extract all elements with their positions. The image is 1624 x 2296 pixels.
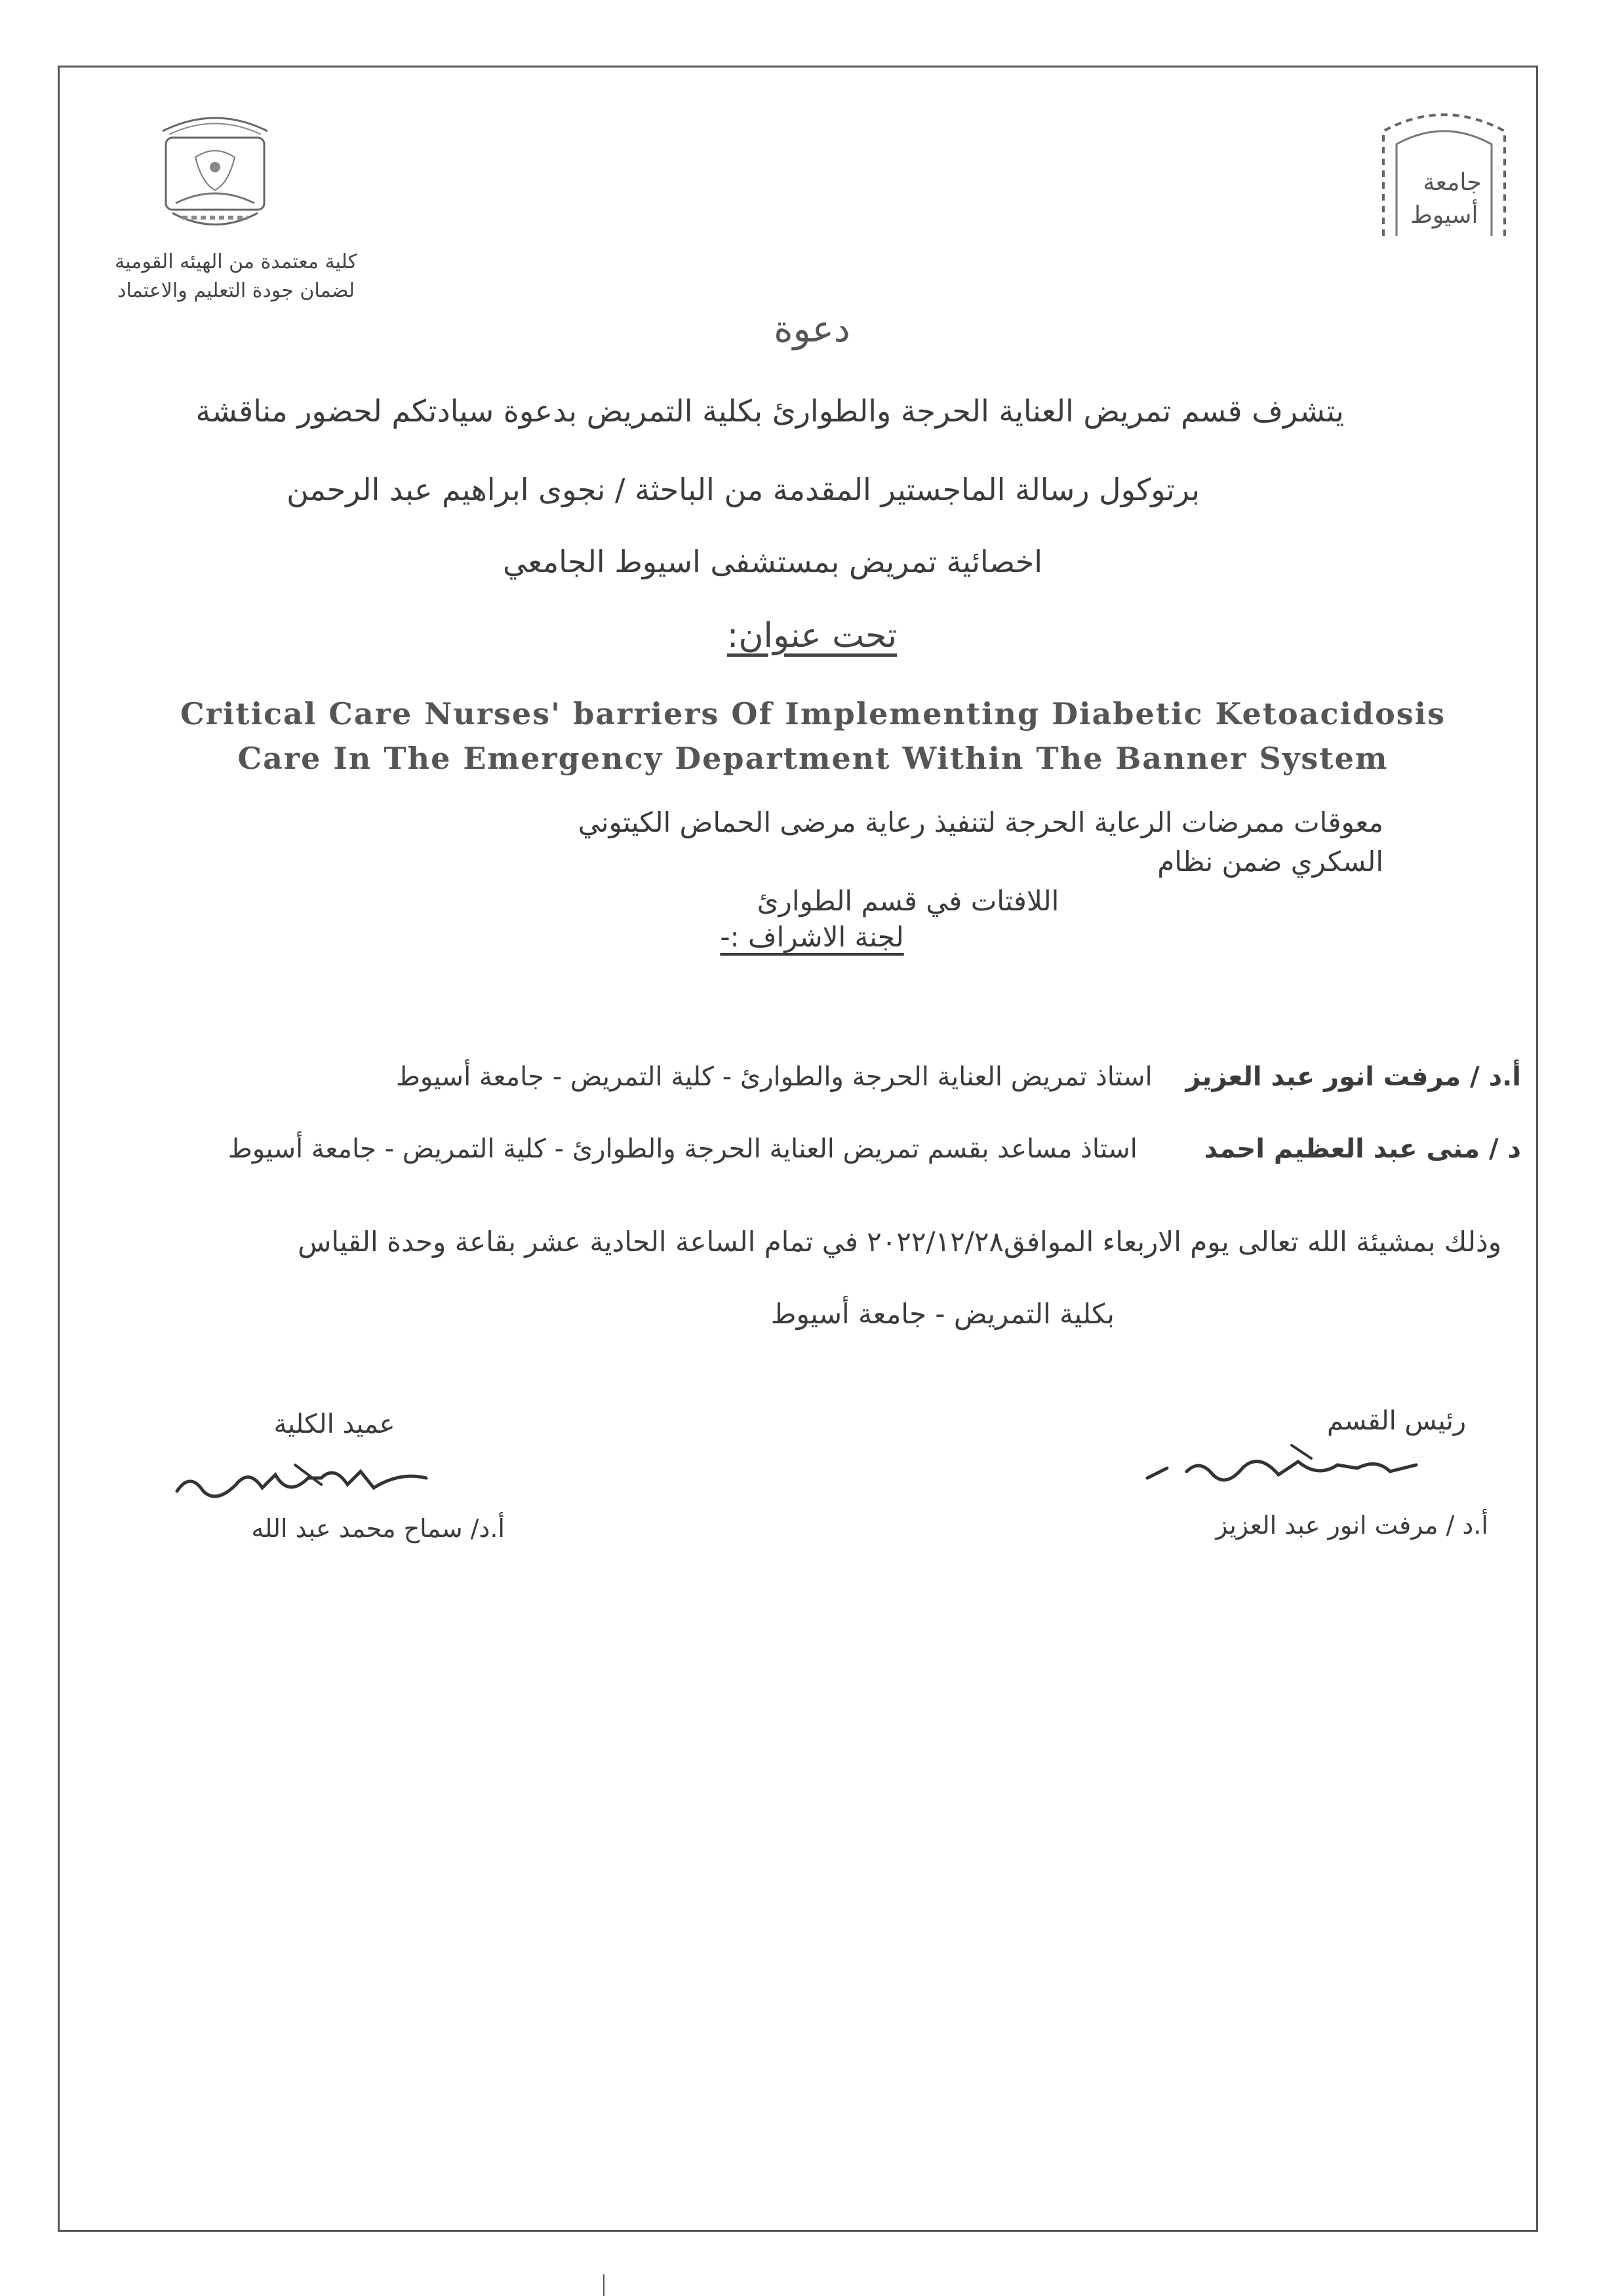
- scan-edge-mark: [603, 2274, 604, 2296]
- faculty-logo: [149, 105, 281, 236]
- english-title-line-1: Critical Care Nurses' barriers Of Implementing Diabetic Ketoacidosis: [180, 696, 1446, 731]
- committee-member-1: [262, 1062, 1521, 1092]
- committee-label: لجنة الاشراف :-: [720, 921, 904, 953]
- subtitle-label-wrap: [0, 616, 1624, 655]
- committee-member-2: [131, 1134, 1521, 1164]
- member-1-role: استاذ تمريض العناية الحرجة والطوارئ - كلية التمريض - جامعة أسيوط: [395, 1062, 1153, 1092]
- dean-title: عميد الكلية: [273, 1409, 395, 1439]
- seal-word-2: أسيوط: [1410, 202, 1478, 229]
- committee-label-wrap: [0, 921, 1624, 953]
- department-head-name: أ.د / مرفت انور عبد العزيز: [1216, 1511, 1488, 1540]
- intro-line-2: برتوكول رسالة الماجستير المقدمة من الباحثة / نجوى ابراهيم عبد الرحمن: [287, 472, 1200, 507]
- university-seal: [1374, 105, 1515, 239]
- english-title: [105, 691, 1521, 781]
- arabic-title-line-1: معوقات ممرضات الرعاية الحرجة لتنفيذ رعاية مرضى الحماض الكيتوني السكري ضمن نظام: [578, 806, 1383, 878]
- department-head-signature: [1128, 1432, 1436, 1511]
- english-title-line-2: Care In The Emergency Department Within The Banner System: [237, 741, 1389, 776]
- accreditation-text: [85, 248, 387, 305]
- arabic-title: [564, 803, 1383, 921]
- invitation-title: دعوة: [774, 308, 850, 351]
- member-2-role: استاذ مساعد بقسم تمريض العناية الحرجة والطوارئ - كلية التمريض - جامعة أسيوط: [228, 1134, 1138, 1164]
- accreditation-line-1: كلية معتمدة من الهيئه القومية: [115, 250, 357, 273]
- subtitle-label: تحت عنوان:: [726, 616, 898, 655]
- arabic-title-line-2: اللافتات في قسم الطوارئ: [757, 885, 1060, 917]
- dean-name: أ.د/ سماح محمد عبد الله: [251, 1514, 505, 1543]
- dean-signature: [164, 1439, 439, 1517]
- schedule-line-1: وذلك بمشيئة الله تعالى يوم الاربعاء الموافق٢٠٢٢/١٢/٢٨ في تمام الساعة الحادية عشر بقاعة وحدة القياس: [298, 1226, 1501, 1258]
- member-1-name: أ.د / مرفت انور عبد العزيز: [1185, 1062, 1521, 1092]
- intro-line-3: اخصائية تمريض بمستشفى اسيوط الجامعي: [502, 544, 1042, 579]
- intro-line-1: يتشرف قسم تمريض العناية الحرجة والطوارئ بكلية التمريض بدعوة سيادتكم لحضور مناقشة: [195, 393, 1344, 429]
- accreditation-line-2: لضمان جودة التعليم والاعتماد: [117, 279, 355, 302]
- member-2-name: د / منى عبد العظيم احمد: [1204, 1134, 1521, 1164]
- department-head-title: رئيس القسم: [1326, 1406, 1467, 1436]
- schedule-line-2: بكلية التمريض - جامعة أسيوط: [770, 1298, 1115, 1330]
- seal-word-1: جامعة: [1423, 169, 1482, 196]
